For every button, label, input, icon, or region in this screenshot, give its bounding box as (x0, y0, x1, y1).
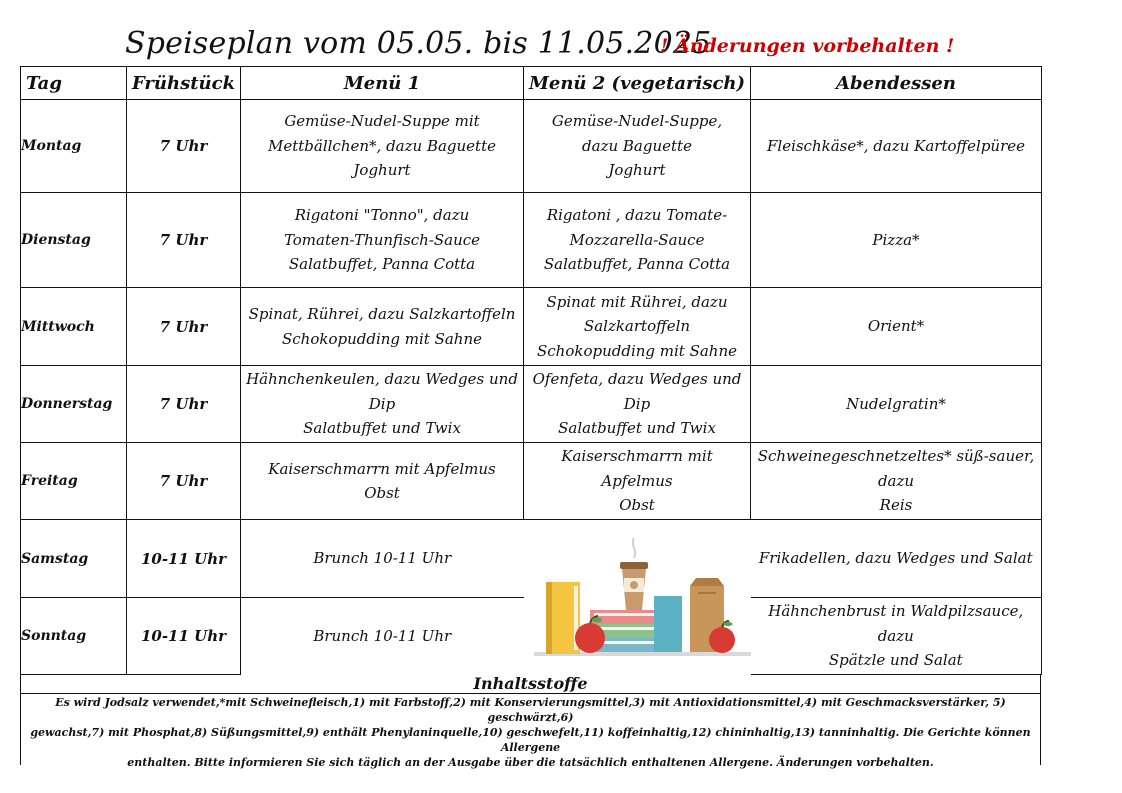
ingredients-line: gewachst,7) mit Phosphat,8) Süßungsmittel,9) enthält Phenylaninquelle,10) geschwefelt,11) koffeinhaltig,12) chininhaltig,13) tanninhaltig. Die Gerichte können Allergene (30, 726, 1031, 754)
menu2-cell (524, 193, 751, 288)
breakfast-time: 7 Uhr (127, 443, 241, 520)
col-header-breakfast: Frühstück (127, 67, 241, 100)
menu-line: Mozzarella-Sauce (569, 230, 705, 249)
brunch-text: Brunch 10-11 Uhr (313, 627, 452, 645)
dinner-cell (751, 366, 1042, 443)
menu-line: Kaiserschmarrn mit Apfelmus (561, 447, 713, 490)
table-row (21, 100, 1042, 193)
ingredients-line: enthalten. Bitte informieren Sie sich täglich an der Ausgabe über die tatsächlich enthaltenen Allergene. Änderungen vorbehalten. (127, 756, 934, 769)
breakfast-time: 7 Uhr (127, 100, 241, 193)
page-title: Speiseplan vom 05.05. bis 11.05.2025 (125, 26, 712, 61)
cup-lid (620, 562, 648, 569)
menu2-cell (524, 366, 751, 443)
breakfast-time: 7 Uhr (127, 288, 241, 366)
bag-top (690, 578, 724, 586)
table-row (21, 288, 1042, 366)
menu-line: Nudelgratin* (846, 394, 946, 413)
dinner-cell (751, 288, 1042, 366)
steam-icon (632, 538, 634, 558)
menu-line: Hähnchenkeulen, dazu Wedges und Dip (246, 370, 518, 413)
dinner-cell (751, 100, 1042, 193)
ingredients-title: Inhaltsstoffe (21, 675, 1040, 694)
bag-fold (698, 592, 716, 594)
menu-line: Schweinegeschnetzeltes* süß-sauer, dazu (757, 447, 1035, 490)
menu2-cell (524, 443, 751, 520)
breakfast-illustration (534, 534, 751, 660)
menu1-cell (241, 193, 524, 288)
menu-line: Spinat mit Rührei, dazu (546, 292, 728, 311)
menu-line: Frikadellen, dazu Wedges und Salat (758, 549, 1033, 568)
table-row (21, 443, 1042, 520)
day-name: Donnerstag (21, 366, 127, 443)
book-spine (546, 582, 552, 654)
menu1-cell (241, 288, 524, 366)
ingredients-section (20, 674, 1041, 769)
table-row (21, 366, 1042, 443)
menu-line: Kaiserschmarrn mit Apfelmus (268, 459, 496, 478)
menu-line: Schokopudding mit Sahne (536, 341, 738, 360)
menu-line: Salatbuffet und Twix (303, 419, 461, 438)
menu-line: Gemüse-Nudel-Suppe mit (284, 112, 480, 131)
menu-line: Spätzle und Salat (828, 651, 963, 670)
ingredients-text (21, 694, 1040, 770)
menu-line: Gemüse-Nudel-Suppe, (551, 112, 723, 131)
brunch-illustration-cell (524, 520, 751, 675)
dinner-cell (751, 598, 1042, 675)
menu-line: Rigatoni , dazu Tomate- (546, 206, 728, 225)
brunch-cell (241, 520, 524, 598)
menu-line: Salatbuffet und Twix (558, 419, 716, 438)
col-header-menu2: Menü 2 (vegetarisch) (524, 67, 751, 100)
apple-icon (709, 627, 735, 653)
breakfast-time: 7 Uhr (127, 193, 241, 288)
menu-line: Orient* (867, 317, 925, 336)
menu-line: Obst (364, 484, 400, 502)
apple-leaf (592, 618, 602, 623)
table-row (21, 193, 1042, 288)
header-row (21, 67, 1042, 100)
menu1-cell (241, 366, 524, 443)
menu-line: Ofenfeta, dazu Wedges und Dip (532, 370, 742, 413)
menu1-cell (241, 443, 524, 520)
breakfast-time: 7 Uhr (127, 366, 241, 443)
day-name: Sonntag (21, 598, 127, 675)
dinner-cell (751, 443, 1042, 520)
col-header-menu1: Menü 1 (241, 67, 524, 100)
menu-table (20, 66, 1042, 675)
day-name: Mittwoch (21, 288, 127, 366)
col-header-day: Tag (21, 67, 127, 100)
menu-line: Salatbuffet, Panna Cotta (288, 255, 476, 274)
menu-line: Hähnchenbrust in Waldpilzsauce, dazu (768, 602, 1024, 645)
menu-line: Rigatoni "Tonno", dazu (294, 206, 470, 225)
menu-line: Spinat, Rührei, dazu Salzkartoffeln (248, 305, 516, 323)
apple-leaf (723, 622, 732, 626)
menu-line: Tomaten-Thunfisch-Sauce (283, 230, 481, 249)
menu-line: Salatbuffet, Panna Cotta (543, 255, 731, 274)
menu-line: dazu Baguette (582, 136, 692, 155)
teal-box (654, 596, 682, 652)
menu-line: Mettbällchen*, dazu Baguette (268, 136, 496, 155)
changes-notice: ! Änderungen vorbehalten ! (660, 35, 955, 57)
menu-line: Joghurt (353, 161, 411, 180)
dinner-cell (751, 520, 1042, 598)
menu-line: Schokopudding mit Sahne (281, 329, 483, 348)
ingredients-line: Es wird Jodsalz verwendet,*mit Schweinefleisch,1) mit Farbstoff,2) mit Konservierungsmittel,3) mit Antioxidationsmittel,4) mit Geschmacksverstärker, 5) geschwärzt,6) (55, 696, 1006, 724)
col-header-dinner: Abendessen (751, 67, 1042, 100)
day-name: Dienstag (21, 193, 127, 288)
menu-line: Reis (879, 496, 913, 515)
day-name: Montag (21, 100, 127, 193)
cup-logo-icon (630, 581, 638, 589)
breakfast-time: 10-11 Uhr (127, 598, 241, 675)
breakfast-time: 10-11 Uhr (127, 520, 241, 598)
table-row (21, 520, 1042, 598)
menu2-cell (524, 288, 751, 366)
apple-icon (575, 623, 605, 653)
menu-line: Joghurt (608, 161, 666, 180)
menu1-cell (241, 100, 524, 193)
menu-line: Fleischkäse*, dazu Kartoffelpüree (766, 136, 1026, 155)
brunch-cell (241, 598, 524, 675)
brunch-text: Brunch 10-11 Uhr (313, 549, 452, 568)
day-name: Freitag (21, 443, 127, 520)
dinner-cell (751, 193, 1042, 288)
menu-line: Pizza* (872, 230, 920, 249)
day-name: Samstag (21, 520, 127, 598)
menu-line: Salzkartoffeln (583, 317, 691, 336)
menu2-cell (524, 100, 751, 193)
menu-line: Obst (619, 496, 655, 515)
